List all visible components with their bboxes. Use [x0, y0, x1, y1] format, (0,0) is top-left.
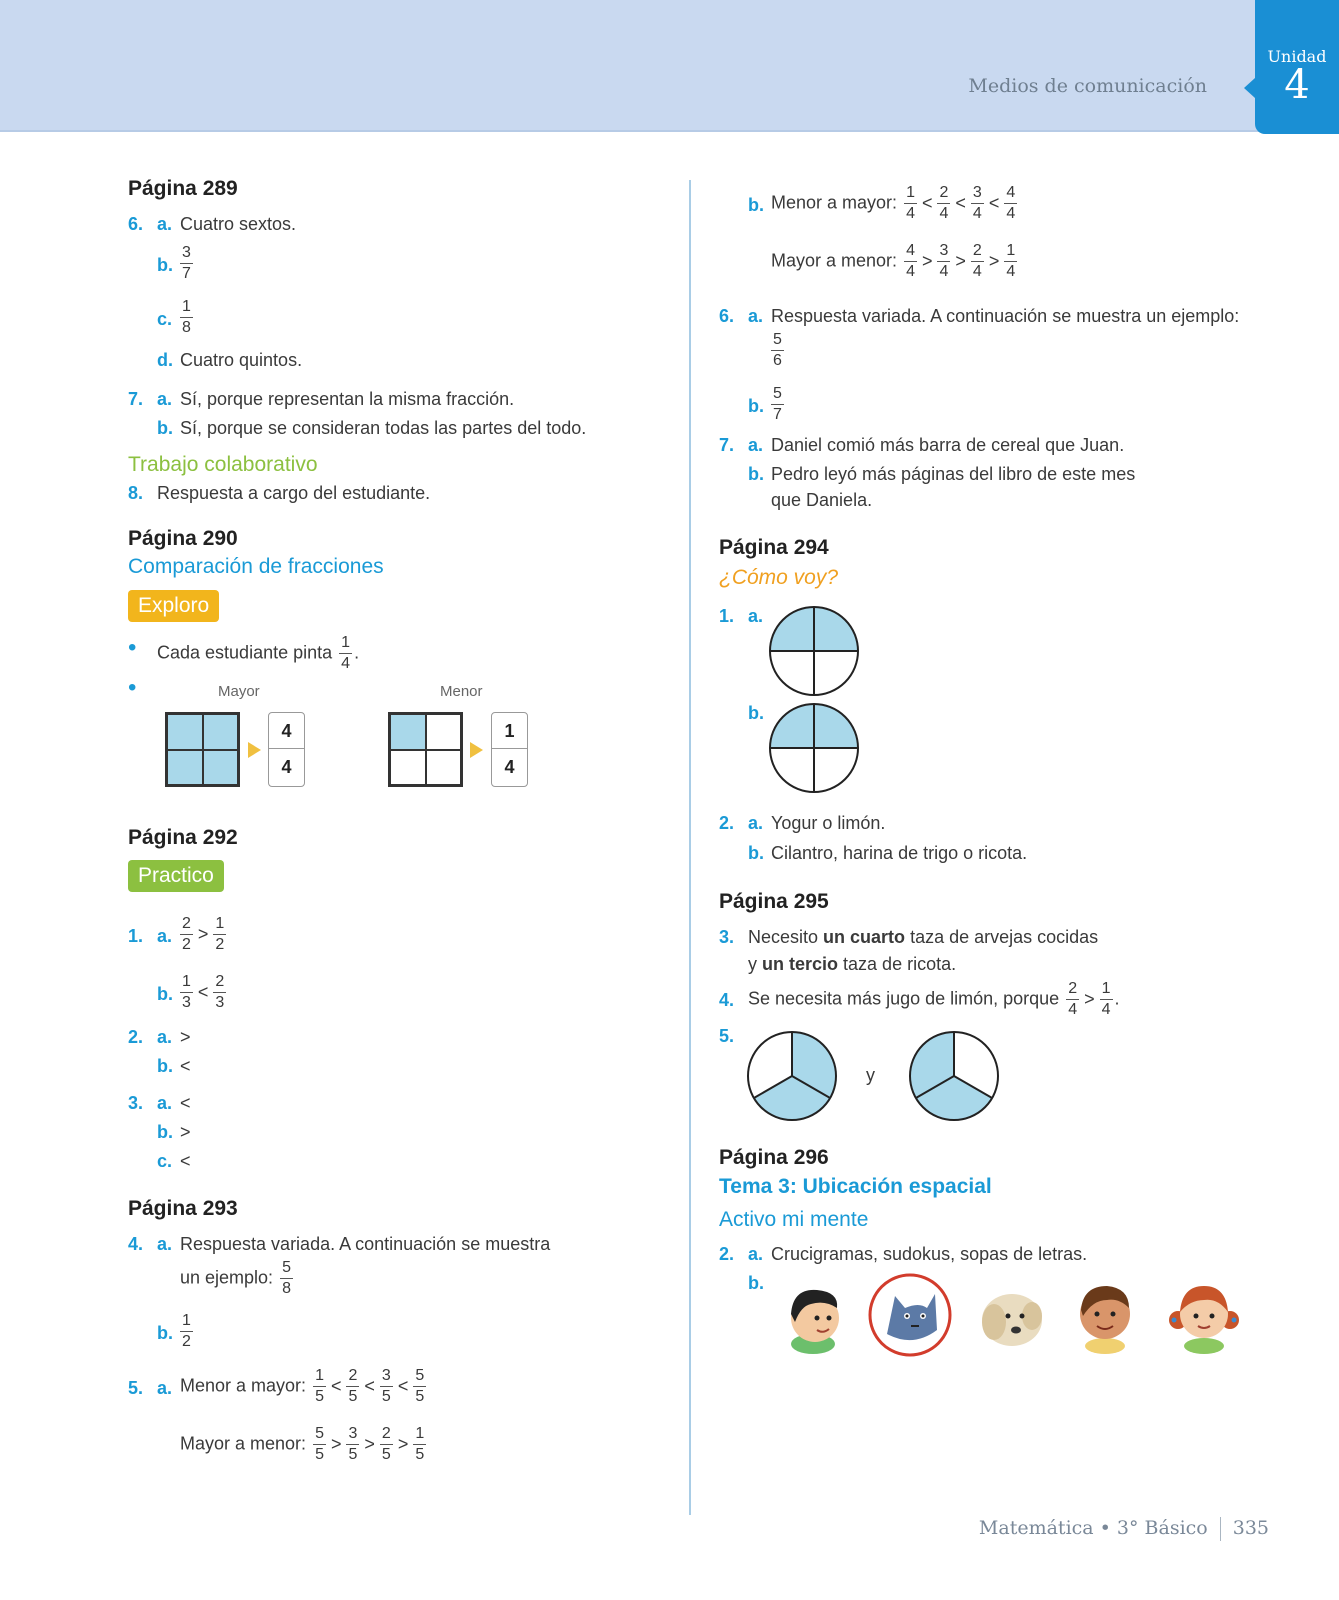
q7a-label: a.: [157, 389, 173, 409]
q6b-label: b.: [157, 255, 173, 275]
q1a-label: a.: [157, 926, 173, 946]
comparison-operator: >: [364, 1434, 375, 1454]
q4a-text: Respuesta variada. A continuación se muestra: [180, 1234, 551, 1254]
mayor-label: Mayor: [218, 683, 260, 700]
girl-red-hair-avatar: [1164, 1274, 1244, 1354]
q6a-text: Cuatro sextos.: [180, 214, 297, 234]
comparison-operator: >: [955, 251, 966, 271]
circle-quarters-a: [768, 605, 860, 697]
q3c-label: c.: [157, 1151, 173, 1171]
como-voy-heading: ¿Cómo voy?: [719, 566, 839, 589]
q2a-text: >: [180, 1027, 191, 1047]
comparison-operator: >: [397, 1434, 409, 1454]
fraction: $\frac{2}{5}$: [381, 1425, 391, 1463]
p295-q4-text: Se necesita más jugo de limón, porque $\frac{2}{4}$ > $\frac{1}{4}$ .: [748, 980, 1120, 1018]
page-290-title: Página 290: [128, 527, 238, 550]
q7b-text: Sí, porque se consideran todas las partes del todo.: [180, 418, 587, 438]
r-q6-number: 6.: [719, 306, 735, 326]
page-294-title: Página 294: [719, 536, 829, 559]
page-number: 335: [1232, 1517, 1269, 1539]
fraction: $\frac{3}{5}$: [381, 1367, 391, 1405]
q5b-ascending: Menor a mayor: $\frac{1}{4}$ < $\frac{2}{4}$ < $\frac{3}{4}$ < $\frac{4}{4}$: [771, 184, 1016, 222]
fraction-card-mayor: 4 4: [268, 712, 305, 787]
q7a-text: Sí, porque representan la misma fracción.: [180, 389, 515, 409]
q4a-example: un ejemplo: $\frac{5}{8}$: [180, 1259, 291, 1297]
fraction: $\frac{4}{4}$: [1006, 184, 1016, 222]
p294-q1-number: 1.: [719, 606, 735, 626]
r-q6b-label: b.: [748, 396, 764, 416]
fraction: $\frac{1}{4}$: [906, 184, 915, 222]
section-title: Medios de comunicación: [968, 75, 1207, 97]
footer-subject: Matemática • 3° Básico: [978, 1517, 1208, 1539]
q6-number: 6.: [128, 214, 144, 234]
r-q7b-text: Pedro leyó más páginas del libro de este mes: [771, 464, 1136, 484]
activo-mi-mente-heading: Activo mi mente: [719, 1208, 869, 1231]
q5a-descending: Mayor a menor: $\frac{5}{5}$ > $\frac{3}{5}$ > $\frac{2}{5}$ > $\frac{1}{5}$: [180, 1425, 425, 1463]
cat-avatar: [867, 1272, 953, 1358]
page-header: [0, 0, 1339, 132]
p294-q2b-text: Cilantro, harina de trigo o ricota.: [771, 843, 1028, 863]
q3b-text: >: [180, 1122, 191, 1142]
r-q6a-label: a.: [748, 306, 764, 326]
r-q7b-label: b.: [748, 464, 764, 484]
comparison-operator: >: [330, 1434, 342, 1454]
fraction: $\frac{3}{4}$: [972, 184, 982, 222]
p294-q1a-label: a.: [748, 606, 764, 626]
p295-q3-number: 3.: [719, 927, 735, 947]
r-q7a-label: a.: [748, 435, 764, 455]
r-q6a-text: Respuesta variada. A continuación se muestra un ejemplo:: [771, 306, 1240, 326]
p294-q2a-label: a.: [748, 813, 764, 833]
r-q6a-fraction: $\frac{5}{6}$: [773, 331, 782, 369]
comparison-operator: >: [988, 251, 1000, 271]
q2a-label: a.: [157, 1027, 173, 1047]
q5b-label: b.: [748, 195, 764, 215]
q7-number: 7.: [128, 389, 144, 409]
page-296-title: Página 296: [719, 1146, 829, 1169]
comparison-operator: <: [955, 193, 966, 213]
fraction: $\frac{3}{4}$: [939, 242, 949, 280]
q1-number: 1.: [128, 926, 144, 946]
unit-label: Unidad: [1267, 47, 1327, 66]
q8-number: 8.: [128, 483, 144, 503]
q6c-label: c.: [157, 309, 173, 329]
comparison-operator: <: [921, 193, 933, 213]
q1a-expression: $\frac{2}{2}$ > $\frac{1}{2}$: [182, 915, 225, 953]
p294-q2-number: 2.: [719, 813, 735, 833]
p296-q2-number: 2.: [719, 1244, 735, 1264]
p295-q5-number: 5.: [719, 1026, 735, 1046]
menor-grid: [388, 712, 463, 787]
q6c-fraction: $\frac{1}{8}$: [182, 298, 191, 336]
q3b-label: b.: [157, 1122, 173, 1142]
q6d-text: Cuatro quintos.: [180, 350, 303, 370]
circle-thirds-a: [746, 1030, 838, 1122]
q5-number: 5.: [128, 1378, 144, 1398]
q2b-text: <: [180, 1056, 191, 1076]
bullet-icon: •: [128, 634, 137, 661]
bullet-1-line: Cada estudiante pinta $\frac{1}{4}$ .: [157, 634, 360, 672]
r-q7-number: 7.: [719, 435, 735, 455]
page-289-title: Página 289: [128, 177, 238, 200]
q4b-label: b.: [157, 1323, 173, 1343]
q4-number: 4.: [128, 1234, 144, 1254]
y-connector: y: [866, 1065, 875, 1085]
q6b-fraction: $\frac{3}{7}$: [182, 244, 191, 282]
arrow-icon: [470, 742, 483, 758]
fraction: $\frac{4}{4}$: [906, 242, 915, 280]
fraction: $\frac{5}{5}$: [415, 1367, 425, 1405]
p296-q2a-text: Crucigramas, sudokus, sopas de letras.: [771, 1244, 1088, 1264]
trabajo-colaborativo-heading: Trabajo colaborativo: [128, 453, 318, 476]
q5a-ascending: Menor a mayor: $\frac{1}{5}$ < $\frac{2}{5}$ < $\frac{3}{5}$ < $\frac{5}{5}$: [180, 1367, 425, 1405]
exploro-badge: Exploro: [128, 590, 219, 622]
fraction: $\frac{1}{4}$: [1006, 242, 1016, 280]
q1b-label: b.: [157, 984, 173, 1004]
q3c-text: <: [180, 1151, 191, 1171]
q2b-label: b.: [157, 1056, 173, 1076]
fraction: $\frac{1}{5}$: [415, 1425, 425, 1463]
mayor-grid: [165, 712, 240, 787]
dog-avatar: [972, 1276, 1050, 1354]
r-q7b-text-2: que Daniela.: [771, 490, 873, 510]
fraction: $\frac{2}{4}$: [939, 184, 949, 222]
r-q6b-fraction: $\frac{5}{7}$: [773, 385, 782, 423]
fraction: $\frac{3}{5}$: [348, 1425, 358, 1463]
q3a-text: <: [180, 1093, 191, 1113]
p294-q1b-label: b.: [748, 703, 764, 723]
page-footer: [979, 1517, 1269, 1541]
unit-number: 4: [1284, 62, 1310, 108]
comparison-operator: <: [364, 1376, 375, 1396]
page-290-subtitle: Comparación de fracciones: [128, 555, 384, 578]
p295-q4-number: 4.: [719, 990, 735, 1010]
boy-brown-hair-avatar: [1067, 1276, 1143, 1354]
comparison-operator: <: [397, 1376, 409, 1396]
fraction: $\frac{2}{4}$: [972, 242, 982, 280]
comparison-operator: <: [330, 1376, 342, 1396]
boy-dark-hair-avatar: [775, 1278, 851, 1354]
circle-quarters-b: [768, 702, 860, 794]
p294-q2a-text: Yogur o limón.: [771, 813, 886, 833]
page-292-title: Página 292: [128, 826, 238, 849]
q4b-fraction: $\frac{1}{2}$: [182, 1312, 191, 1350]
p295-q3-line1: Necesito un cuarto taza de arvejas cocidas: [748, 927, 1099, 947]
p295-q3-line2: y un tercio taza de ricota.: [748, 954, 957, 974]
q4a-label: a.: [157, 1234, 173, 1254]
q8-text: Respuesta a cargo del estudiante.: [157, 483, 431, 503]
r-q7a-text: Daniel comió más barra de cereal que Juan.: [771, 435, 1125, 455]
p294-q2b-label: b.: [748, 843, 764, 863]
arrow-icon: [248, 742, 261, 758]
tema-3-heading: Tema 3: Ubicación espacial: [719, 1175, 992, 1198]
comparison-operator: <: [988, 193, 1000, 213]
page-293-title: Página 293: [128, 1197, 238, 1220]
q6a-label: a.: [157, 214, 173, 234]
fraction: $\frac{5}{5}$: [315, 1425, 324, 1463]
page-295-title: Página 295: [719, 890, 829, 913]
menor-label: Menor: [440, 683, 483, 700]
unit-tab: [1255, 0, 1339, 134]
comparison-operator: >: [921, 251, 933, 271]
q2-number: 2.: [128, 1027, 144, 1047]
fraction-card-menor: 1 4: [491, 712, 528, 787]
column-divider: [689, 180, 691, 1515]
q3a-label: a.: [157, 1093, 173, 1113]
fraction: $\frac{2}{5}$: [348, 1367, 358, 1405]
p296-q2a-label: a.: [748, 1244, 764, 1264]
circle-thirds-b: [908, 1030, 1000, 1122]
q6d-label: d.: [157, 350, 173, 370]
q7b-label: b.: [157, 418, 173, 438]
p296-q2b-label: b.: [748, 1273, 764, 1293]
bullet-icon: •: [128, 674, 137, 701]
q1b-expression: $\frac{1}{3}$ < $\frac{2}{3}$: [182, 973, 225, 1011]
q3-number: 3.: [128, 1093, 144, 1113]
q5a-label: a.: [157, 1378, 173, 1398]
q5b-descending: Mayor a menor: $\frac{4}{4}$ > $\frac{3}{4}$ > $\frac{2}{4}$ > $\frac{1}{4}$: [771, 242, 1016, 280]
practico-badge: Practico: [128, 860, 224, 892]
fraction: $\frac{1}{5}$: [315, 1367, 324, 1405]
